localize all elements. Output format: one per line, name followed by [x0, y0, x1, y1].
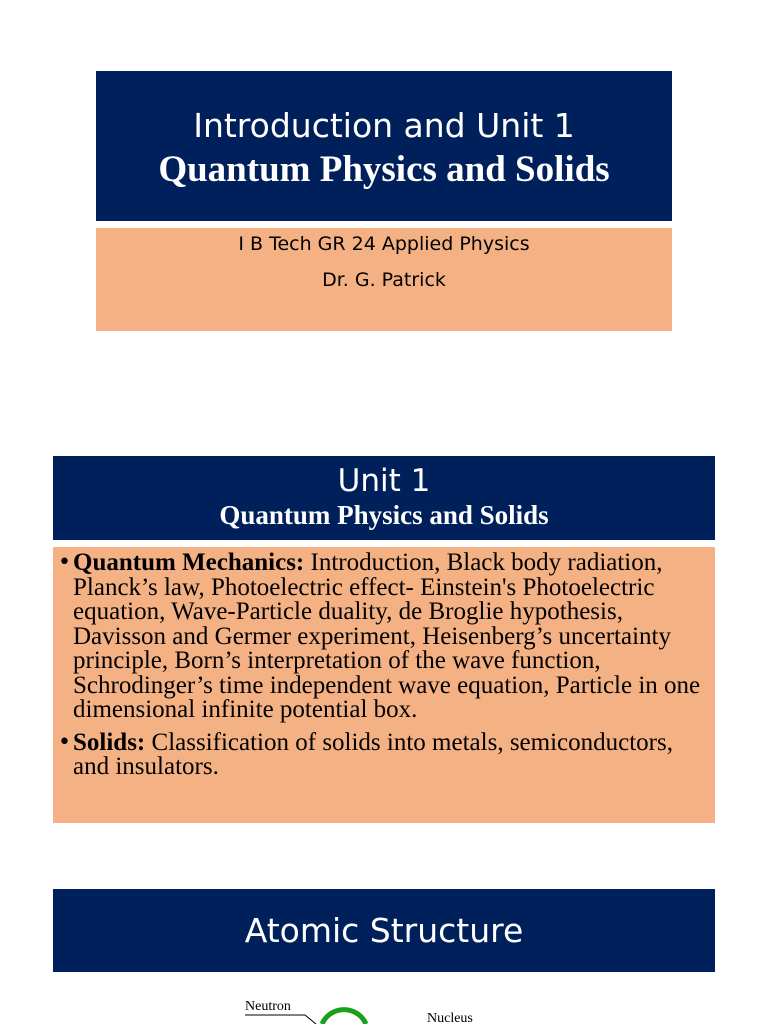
slide1-title-line1: Introduction and Unit 1: [193, 106, 575, 145]
slide1-author: Dr. G. Patrick: [322, 269, 446, 291]
bullet-text: Classification of solids into metals, semiconductors, and insulators.: [73, 728, 673, 780]
slide1-subtitle-box: [96, 228, 672, 331]
bullet-heading: Solids:: [73, 728, 146, 756]
bullet-dot: •: [58, 550, 71, 575]
slide3-title: Atomic Structure: [244, 911, 524, 950]
syllabus-bullet-quantum: [53, 551, 709, 723]
neutron-label: Neutron: [245, 999, 291, 1014]
bullet-text: Introduction, Black body radiation, Planck’s law, Photoelectric effect- Einstein's Photoelectric equation, Wave-Particle duality, de Broglie hypothesis, Davisson and Germer experiment, Heisenberg’s uncertainty principle, Born’s interpretation of the wave function, Schrodinger’s time independent wave equation, Particle in one dimensional infinite potential box.: [73, 549, 701, 723]
slide1-title-line2: Quantum Physics and Solids: [158, 149, 610, 190]
electron-orbit-icon: [322, 1010, 366, 1024]
atom-diagram: [0, 990, 768, 1024]
slide2-title-box: [53, 456, 715, 540]
slide1-title-box: [96, 71, 672, 221]
syllabus-bullet-solids: [53, 728, 709, 780]
neutron-pointer-tail: [305, 1015, 316, 1024]
atom-graphic: [0, 990, 768, 1024]
slide2-title-line1: Unit 1: [337, 463, 431, 499]
slide2-content-box: [53, 547, 715, 823]
bullet-heading: Quantum Mechanics:: [73, 549, 305, 576]
nucleus-label: Nucleus: [427, 1011, 473, 1026]
bullet-dot: •: [58, 729, 71, 755]
slide1-course-name: I B Tech GR 24 Applied Physics: [238, 233, 530, 255]
slide3-title-box: [53, 889, 715, 972]
slide2-title-line2: Quantum Physics and Solids: [219, 500, 549, 530]
